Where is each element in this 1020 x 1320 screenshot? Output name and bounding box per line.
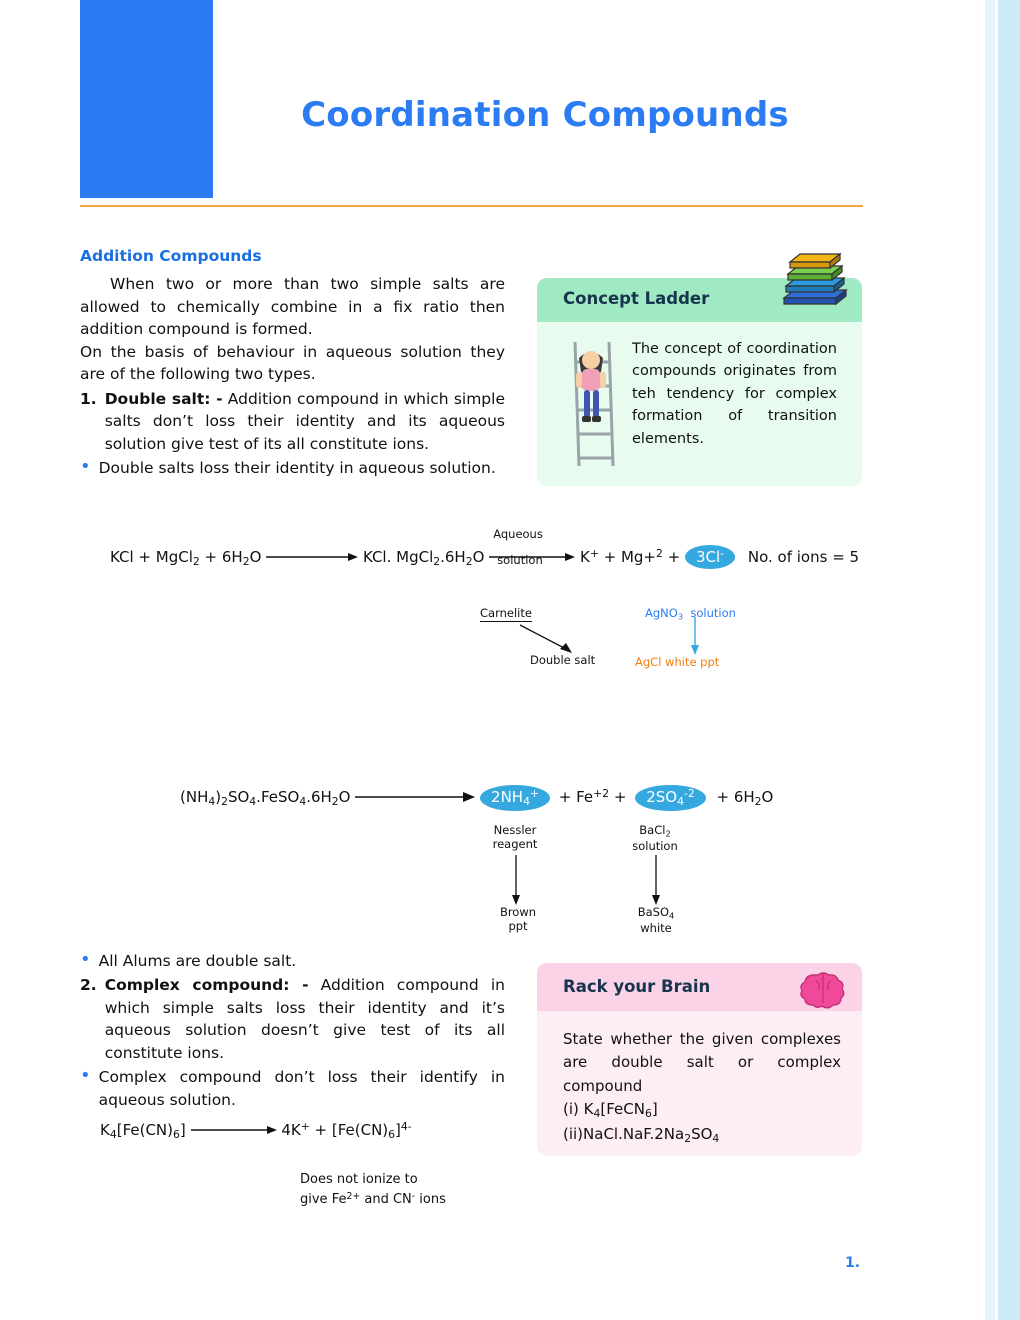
figure1-double-salt-label: Double salt [530,653,596,667]
rack-line-1: State whether the given complexes are double salt or complex compound [563,1030,841,1095]
figure3-note [300,1170,446,1209]
figure1-mid: KCl. $MgCl_2.6H_2O$ [362,547,485,568]
arrow-icon [191,1124,277,1136]
figure3-lhs: $K_4[Fe(CN)_6]$ [100,1120,186,1141]
list-item-1-text: Addition compound in which simple salts don’t loss their identity and its aqueous solution give test of its all constitute ions. [104,389,505,453]
arrow-icon [510,855,522,907]
figure-ferrocyanide-reaction [100,1120,550,1220]
figure2-tail: + $6H_2O$ [716,787,774,808]
bullet-item-1-text: Double salts loss their identity in aqueous solution. [98,459,496,478]
concept-ladder-title: Concept Ladder [563,289,710,308]
arrow-icon [688,617,702,657]
figure2-ammonium-oval: $2NH_4^+$ [480,785,550,811]
rack-line-3: $(ii)NaCl.NaF.2Na_2SO_4$ [563,1124,720,1145]
brain-icon [800,969,844,1007]
girl-on-ladder-icon [565,338,625,468]
page-edge-outer [998,0,1020,1320]
figure3-note-line-1: Does not ionize to [300,1172,418,1187]
arrow-icon [650,855,662,907]
bullet-item-3 [80,1066,505,1111]
list-item-2-text: Addition compound in which simple salts loss their identity and it’s aqueous solution doesn’t give test of its all constitute ions. [104,976,505,1062]
figure1-products: K+ + Mg+$^2$ + [579,547,685,566]
rack-your-brain-text [563,1028,841,1147]
figure2-baso4-label: BaSO$_4$ white [637,905,675,935]
list-item-2 [80,974,505,1064]
figure2-brown-ppt-label: Brown ppt [499,905,537,934]
page-number: 1. [845,1255,861,1271]
page-title: Coordination Compounds [301,95,789,135]
figure1-tail: No. of ions = 5 [747,547,860,566]
stack-of-books-icon [776,252,854,314]
figure1-agcl-label: AgCl white ppt [635,655,720,669]
figure1-chloride-oval: 3Cl- [685,545,735,569]
bullet-icon: • [80,949,91,970]
arrow-icon [266,551,358,563]
figure2-mid: + $Fe^{+2}$ + [558,787,632,806]
header-blue-block [80,0,213,198]
bullet-item-2 [80,950,505,972]
rack-your-brain-callout [537,963,862,1156]
arrow-icon [518,623,578,657]
figure1-agno3-label: AgNO$_3$ solution [645,606,736,622]
figure3-rhs: $4K^+ + [Fe(CN)_6]^{4-}$ [281,1120,412,1141]
rack-line-2: (i) $K_4[FeCN_6]$ [563,1099,658,1120]
figure1-arrow-top-label: Aqueous [493,527,543,542]
figure2-nessler-label: Nessler reagent [492,823,538,852]
bullet-item-3-text: Complex compound don’t loss their identify in aqueous solution. [98,1068,505,1109]
figure2-lhs: $(NH_4)_2SO_4.FeSO_4.6H_2O$ [180,787,351,808]
bullet-icon: • [80,1065,91,1087]
list-item-1-title: Double salt: - [104,389,223,408]
concept-ladder-text: The concept of coordination compounds originates from teh tendency for complex formation of transition elements. [632,341,837,447]
page-edge-inner [985,0,995,1320]
figure-carnelite-reaction [110,527,870,675]
page-header [80,0,860,210]
figure1-arrow-bottom-label: solution [497,553,543,568]
list-item-1 [80,388,505,455]
paragraph-1: When two or more than two simple salts are allowed to chemically combine in a fix ratio then addition compound is formed. [80,275,505,339]
bullet-icon: • [80,456,91,478]
figure2-bacl2-label: BaCl$_2$ solution [632,823,678,853]
figure1-lhs: KCl + MgCl$_2$ + $6H_2O$ [110,547,262,568]
header-rule [80,205,863,207]
list-item-2-marker: 2. [80,976,97,995]
figure-mohrs-salt-reaction [180,785,870,935]
bullet-item-1 [80,457,505,479]
paragraph-2: On the basis of behaviour in aqueous solution they are of the following two types. [80,342,505,384]
figure1-carnelite-label: Carnelite [480,606,532,620]
figure3-note-line-2: give $Fe^{2+}$ and CN- ions [300,1190,446,1207]
section-heading: Addition Compounds [80,247,262,265]
rack-your-brain-title: Rack your Brain [563,977,711,996]
figure2-sulphate-oval: $2SO_4^{-2}$ [635,785,706,811]
bullet-item-2-text: All Alums are double salt. [98,952,297,970]
list-item-2-title: Complex compound: - [104,976,309,995]
list-item-1-marker: 1. [80,389,97,408]
arrow-icon [355,791,475,803]
concept-ladder-callout [537,278,862,486]
